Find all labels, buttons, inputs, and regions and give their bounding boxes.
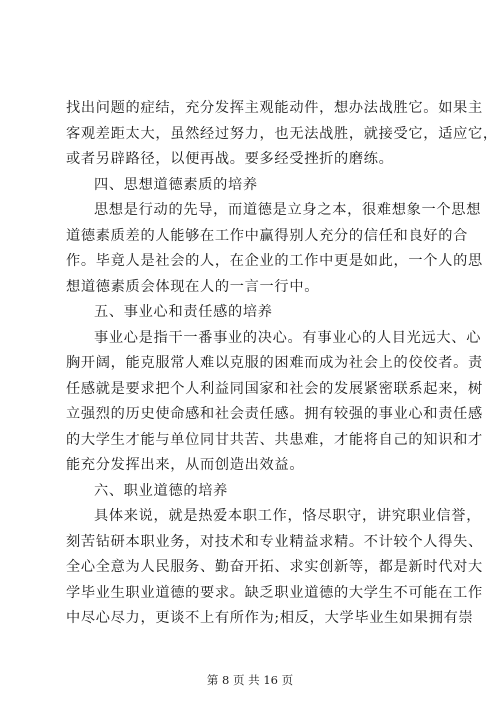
body-line: 具体来说，就是热爱本职工作，恪尽职守，讲究职业信誉， — [94, 508, 482, 524]
body-line: 胸开阔，能克服常人难以克服的困难而成为社会上的佼佼者。责 — [66, 355, 483, 371]
page-number-footer: 第 8 页 共 16 页 — [206, 673, 294, 687]
body-line: 学毕业生职业道德的要求。缺乏职业道德的大学生不可能在工作 — [66, 584, 483, 601]
body-line: 想道德素质会体现在人的一言一行中。 — [66, 278, 320, 295]
body-line: 作。毕竟人是社会的人，在企业的工作中更是如此，一个人的思 — [66, 253, 483, 269]
body-line: 能充分发挥出来，从而创造出效益。 — [66, 457, 305, 473]
body-line: 的大学生才能与单位同甘共苦、共患难，才能将自己的知识和才 — [66, 431, 483, 448]
body-line: 思想是行动的先导，而道德是立身之本，很难想象一个思想 — [94, 202, 482, 218]
section-heading: 六、职业道德的培养 — [94, 482, 228, 499]
body-line: 立强烈的历史使命感和社会责任感。拥有较强的事业心和责任感 — [66, 406, 483, 422]
body-line: 全心全意为人民服务、勤奋开拓、求实创新等，都是新时代对大 — [66, 559, 483, 575]
section-heading: 四、思想道德素质的培养 — [94, 176, 258, 193]
body-line: 道德素质差的人能够在工作中赢得别人充分的信任和良好的合 — [66, 227, 468, 244]
body-line: 事业心是指干一番事业的决心。有事业心的人目光远大、心 — [94, 329, 482, 346]
body-line: 任感就是要求把个人利益同国家和社会的发展紧密联系起来，树 — [66, 380, 483, 397]
body-line: 找出问题的症结，充分发挥主观能动件，想办法战胜它。如果主 — [66, 100, 483, 116]
body-line: 或者另辟路径，以便再战。要多经受挫折的磨练。 — [66, 151, 394, 167]
section-heading: 五、事业心和责任感的培养 — [94, 304, 273, 320]
body-line: 客观差距太大，虽然经过努力，也无法战胜，就接受它，适应它， — [66, 125, 498, 142]
document-body — [66, 96, 498, 632]
body-line: 中尽心尽力，更谈不上有所作为;相反，大学毕业生如果拥有崇 — [66, 610, 474, 626]
body-line: 刻苦钻研本职业务，对技术和专业精益求精。不计较个人得失、 — [66, 533, 483, 550]
